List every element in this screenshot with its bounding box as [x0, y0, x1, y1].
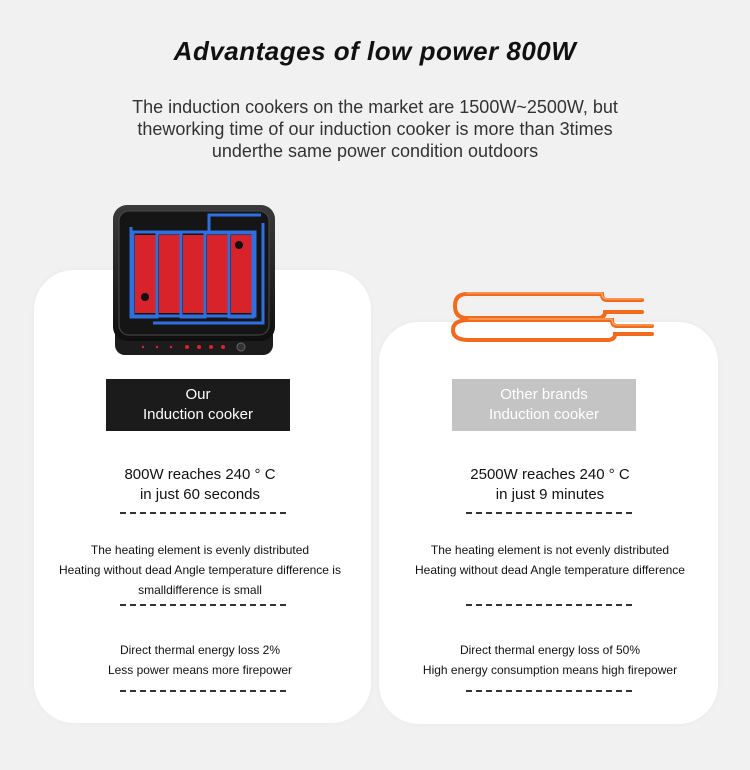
- feature-line: The heating element is not evenly distributed: [430, 543, 670, 557]
- intro-line: theworking time of our induction cooker is more than 3times: [137, 119, 613, 139]
- label-line: Induction cooker: [142, 406, 254, 423]
- page-title: Advantages of low power 800W: [173, 36, 577, 66]
- divider: [466, 512, 632, 514]
- label-line: Induction cooker: [488, 406, 600, 423]
- intro-line: underthe same power condition outdoors: [211, 141, 539, 161]
- stat-line: 2500W reaches 240 ° C: [470, 466, 630, 483]
- intro-text: [70, 96, 680, 162]
- feature-line: Direct thermal energy loss 2%: [119, 643, 281, 657]
- our-cooker-label: [106, 379, 290, 431]
- our-feature-distribution: [40, 540, 360, 600]
- other-heating-stat: [385, 465, 715, 505]
- divider: [466, 690, 632, 692]
- feature-line: Less power means more firepower: [107, 663, 293, 677]
- other-feature-energy: [385, 640, 715, 680]
- stat-line: 800W reaches 240 ° C: [124, 466, 276, 483]
- divider: [120, 512, 286, 514]
- feature-line: The heating element is evenly distributed: [90, 543, 310, 557]
- feature-line: Heating without dead Angle temperature difference: [415, 563, 685, 577]
- heating-coil-image: [447, 288, 657, 344]
- other-brands-label: [452, 379, 636, 431]
- our-feature-energy: [40, 640, 360, 680]
- stat-line: in just 60 seconds: [139, 486, 261, 503]
- feature-line: Direct thermal energy loss of 50%: [459, 643, 641, 657]
- divider: [120, 604, 286, 606]
- intro-line: The induction cookers on the market are 1500W~2500W, but: [132, 97, 618, 117]
- label-line: Our: [185, 386, 211, 403]
- divider: [120, 690, 286, 692]
- induction-cooker-image: [113, 205, 275, 357]
- other-feature-distribution: [385, 540, 715, 580]
- feature-line: High energy consumption means high firepower: [422, 663, 678, 677]
- our-heating-stat: [40, 465, 360, 505]
- label-line: Other brands: [500, 386, 588, 403]
- feature-line: smalldifference is small: [138, 583, 262, 597]
- stat-line: in just 9 minutes: [495, 486, 605, 503]
- feature-line: Heating without dead Angle temperature difference is: [59, 563, 341, 577]
- divider: [466, 604, 632, 606]
